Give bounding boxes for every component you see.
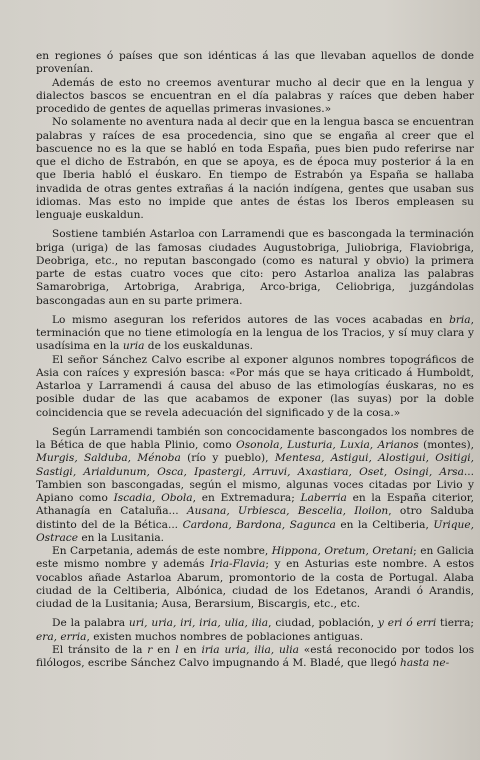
text-run: de los euskaldunas. <box>144 340 253 353</box>
text-run: , otro Salduba distinto del de la Bética... <box>36 505 474 531</box>
italic-text: l <box>175 643 179 656</box>
text-run: en la Celtiberia, <box>335 518 434 531</box>
italic-text: era, erria <box>36 630 87 643</box>
text-run: ; en Galicia este mismo nombre y además <box>36 545 474 571</box>
text-run: (río y pueblo), <box>180 452 275 465</box>
text-run: , en Extremadura; <box>192 492 301 504</box>
italic-text: hasta ne- <box>400 657 450 669</box>
page-body-text <box>36 50 474 670</box>
italic-text: uri, uria, iri, iria, ulia, ilia <box>128 617 269 630</box>
italic-text: uria <box>122 340 145 353</box>
paragraph <box>36 617 474 644</box>
text-run: , existen muchos nombres de poblaciones antiguas. <box>86 630 364 643</box>
italic-text: iria uria, ilia, ulia <box>201 643 299 656</box>
italic-text: Hippona, Oretum, Oretani <box>271 545 414 557</box>
paragraph <box>36 426 474 545</box>
paragraph <box>36 644 474 671</box>
text-run: en la Lusitania. <box>77 531 165 544</box>
text-run: Además de esto no creemos aventurar mucho al decir que en la lengua y dialectos bascos se encuentran en el día palabras y raíces que deben haber procedido de gentes de aquellas primeras invasiones.» <box>36 76 474 115</box>
paragraph <box>36 50 474 77</box>
paragraph <box>36 354 474 420</box>
text-run: El señor Sánchez Calvo escribe al exponer algunos nombres topográficos de Asia con raíces y expresión basca: «Por más que se haya criticado á Humboldt, Astarloa y Larramendi á causa del abuso de las etimologías éuskaras, no es posible dudar de las que acabamos de exponer (las suyas) por la doble coincidencia que se revela adecuación del significado y de la cosa.» <box>36 353 474 419</box>
italic-text: y eri ó erri <box>377 617 437 630</box>
italic-text: Osonola, Lusturia, Luxia, Arianos <box>236 439 419 451</box>
text-run: ; y en Asturias este nombre. A estos vocablos añade Astarloa Abarum, promontorio de la costa de Portugal. Alaba ciudad de la Celtiberia, Albónica, ciudad de los Edetanos, Arandi ó Arandis, ciudad de la Lusitania; Ausa, Berarsium, Biscargis, etc., etc. <box>36 558 475 610</box>
text-run: en <box>152 643 176 656</box>
italic-text: Mentesa, Astigui, Alostigui, Ositigi, Sastigi, Arialdunum, Osca, Ipastergi, Arruvi, Axastiara, Oset, Osingi, Arsa <box>36 452 474 478</box>
text-run: No solamente no aventura nada al decir que en la lengua basca se encuentran palabras y raíces de esa procedencia, sino que se engaña al creer que el bascuence no es la que se habló en toda España, pues bien pudo referirse nar que el dicho de Estrabón, en que se apoya, es de época muy posterior á la en que Iberia habló el éuskaro. En tiempo de Estrabón ya España se hallaba invadida de otras gentes extrañas á la nación indígena, gentes que usaban sus idiomas. Mas esto no impide que antes de éstas los Iberos empleasen su lenguaje euskaldun. <box>36 116 474 221</box>
text-run: «está reconocido por todos los filólogos, escribe Sánchez Calvo impugnando á M. Bladé, que llegó <box>36 643 475 669</box>
italic-text: Cardona, Bardona, Sagunca <box>182 518 336 531</box>
text-run: Sostiene también Astarloa con Larramendi que es bascongada la terminación briga (uriga) de las famosas ciudades Augustobriga, Juliobriga, Flaviobriga, Deobriga, etc., no reputan bascongado (como es natural y obvio) la primera parte de estas cuatro voces que cito: pero Astarloa analiza las palabras Samarobriga, Artobriga, Arabriga, Arco-briga, Celiobriga, juzgándolas bascongadas aun en su parte primera. <box>36 228 474 307</box>
paragraph <box>36 116 474 222</box>
text-run: El tránsito de la <box>52 643 148 656</box>
italic-text: Iria-Flavia <box>210 558 266 571</box>
italic-text: bria <box>449 313 471 326</box>
italic-text: Ausana, Urbiesca, Bescelia, Iloilon <box>186 505 389 518</box>
italic-text: Urique, Ostrace <box>36 518 475 544</box>
text-run: Según Larramendi también son concocidamente bascongados los nombres de la Bética de que habla Plinio, como <box>36 425 474 451</box>
italic-text: Laberria <box>300 492 347 504</box>
text-run: , terminación que no tiene etimología en la lengua de los Tracios, y sí muy clara y usadísima en la <box>36 313 474 353</box>
italic-text: Murgis, Salduba, Ménoba <box>36 452 181 465</box>
text-run: De la palabra <box>52 617 129 630</box>
text-run: en <box>178 643 202 656</box>
text-run: tierra; <box>436 617 474 630</box>
paragraph <box>36 314 474 354</box>
text-run: , ciudad, población, <box>268 617 378 630</box>
paragraph <box>36 228 474 308</box>
paragraph <box>36 545 474 611</box>
text-run: En Carpetania, además de este nombre, <box>52 545 272 557</box>
text-run: ... Tambien son bascongadas, según el mismo, algunas voces citadas por Livio y Apiano como <box>36 465 474 504</box>
text-run: en regiones ó países que son idénticas á las que llevaban aquellos de donde provenían. <box>36 50 474 76</box>
italic-text: Iscadia, Obola <box>113 492 193 504</box>
paragraph <box>36 77 474 117</box>
italic-text: r <box>147 643 153 656</box>
text-run: Lo mismo aseguran los referidos autores de las voces acabadas en <box>52 313 450 326</box>
text-run: (montes), <box>418 439 474 451</box>
text-run: en la España citerior, Athanagía en Cataluña... <box>36 492 474 518</box>
